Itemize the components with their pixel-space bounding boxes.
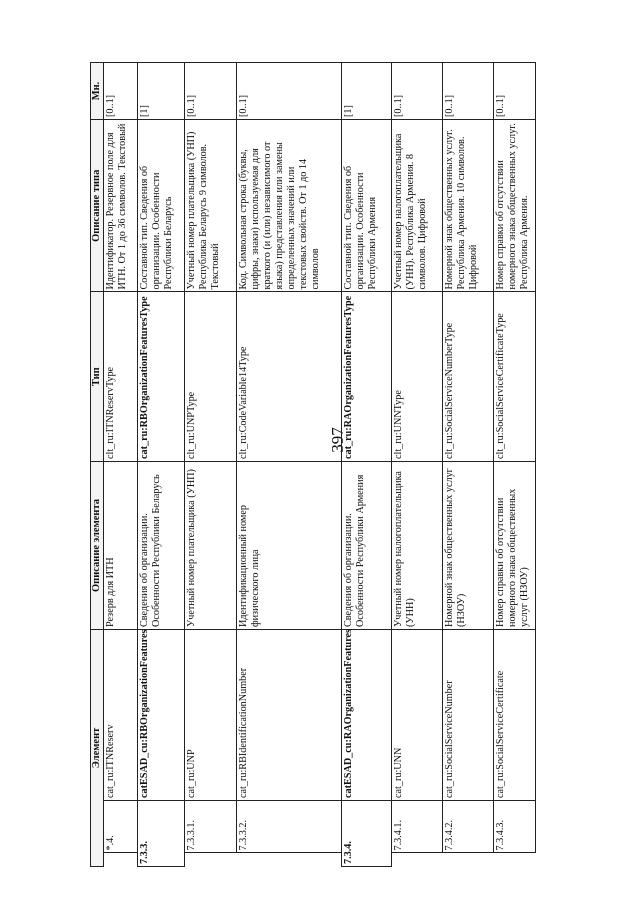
row-type: clt_ru:UNNType [392, 292, 443, 462]
row-multiplicity: [0..1] [104, 63, 138, 120]
row-type-description: Код. Символьная строка (буквы, цифры, знаки) используемая для краткого (и (или) независимого от языка) представления или замены определенных значений или текстовых свойств. От 1 до 14 символов [237, 120, 342, 293]
row-type: clt_ru:SocialServiceCertificateType [494, 292, 536, 462]
row-multiplicity: [0..1] [185, 63, 237, 120]
row-element-description: Номерной знак общественных услуг (НЗОУ) [443, 462, 494, 630]
row-type: clt_ru:CodeVariable14Type [237, 292, 342, 462]
row-type: clt_ru:UNPType [185, 292, 237, 462]
row-type: cat_ru:RBOrganizationFeaturesType [138, 292, 185, 462]
row-type-description: Номерной знак общественных услуг. Республика Армения. 10 символов. Цифровой [443, 120, 494, 293]
row-number: 7.3.4.3. [494, 801, 536, 854]
row-type: clt_ru:SocialServiceNumberType [443, 292, 494, 462]
table-row [185, 63, 237, 867]
row-type-description: Номер справки об отсутствии номерного знака общественных услуг. Республика Армения. [494, 120, 536, 293]
row-multiplicity: [0..1] [494, 63, 536, 120]
row-element-name: cat_ru:RBIdentificationNumber [237, 630, 342, 801]
row-multiplicity: [0..1] [443, 63, 494, 120]
row-element-name: cat_ru:UNN [392, 630, 443, 801]
elements-table [90, 62, 536, 867]
row-number: 7.3.4.1. [392, 801, 443, 854]
row-type-description: Составной тип. Сведения об организации. Особенности Республики Беларусь [138, 120, 185, 293]
header-type: Тип [91, 292, 104, 462]
header-multiplicity: Мн. [91, 63, 104, 120]
row-element-description: Идентификационный номер физического лица [237, 462, 342, 630]
row-multiplicity: [1] [342, 63, 392, 120]
row-type-description: Идентификатор. Резервное поле для ИТН. От 1 до 36 символов. Текстовый [104, 120, 138, 293]
header-element-description: Описание элемента [91, 462, 104, 630]
row-type: cat_ru:RAOrganizationFeaturesType [342, 292, 392, 462]
row-type-description: Учетный номер налогоплательщика (УНН). Республика Армения. 8 символов. Цифровой [392, 120, 443, 293]
row-type: clt_ru:ITNReservType [104, 292, 138, 462]
table-row [138, 63, 185, 867]
row-element-description: Резерв для ИТН [104, 462, 138, 630]
row-element-name: catESAD_cu:RAOrganizationFeatures [342, 630, 392, 801]
row-element-description: Сведения об организации. Особенности Республики Армения [342, 462, 392, 630]
header-element: Элемент [91, 630, 104, 867]
row-multiplicity: [0..1] [237, 63, 342, 120]
page-number: 397 [328, 427, 347, 453]
row-number: 7.3.4. [342, 801, 392, 867]
table-header-row [91, 63, 104, 867]
row-type-description: Составной тип. Сведения об организации. Особенности Республики Армения [342, 120, 392, 293]
table-row [494, 63, 536, 867]
row-element-name: cat_ru:UNP [185, 630, 237, 801]
row-number: *.4. [104, 801, 138, 854]
row-element-name: cat_ru:SocialServiceNumber [443, 630, 494, 801]
row-element-name: cat_ru:SocialServiceCertificate [494, 630, 536, 801]
table-row [104, 63, 138, 867]
row-multiplicity: [0..1] [392, 63, 443, 120]
table-row [392, 63, 443, 867]
row-element-name: catESAD_cu:RBOrganizationFeatures [138, 630, 185, 801]
row-number: 7.3.3. [138, 801, 185, 867]
table-row [443, 63, 494, 867]
header-type-description: Описание типа [91, 120, 104, 293]
table-row [237, 63, 342, 867]
row-element-name: cat_ru:ITNReserv [104, 630, 138, 801]
row-element-description: Сведения об организации. Особенности Республики Беларусь [138, 462, 185, 630]
table-row [342, 63, 392, 867]
row-element-description: Учетный номер плательщика (УНП) [185, 462, 237, 630]
row-element-description: Номер справки об отсутствии номерного знака общественных услуг (НЗОУ) [494, 462, 536, 630]
row-number: 7.3.3.1. [185, 801, 237, 854]
row-type-description: Учетный номер плательщика (УНП) Республика Беларусь 9 символов. Текстовый [185, 120, 237, 293]
row-number: 7.3.4.2. [443, 801, 494, 854]
row-number: 7.3.3.2. [237, 801, 342, 854]
row-element-description: Учетный номер налогоплательщика (УНН) [392, 462, 443, 630]
row-multiplicity: [1] [138, 63, 185, 120]
